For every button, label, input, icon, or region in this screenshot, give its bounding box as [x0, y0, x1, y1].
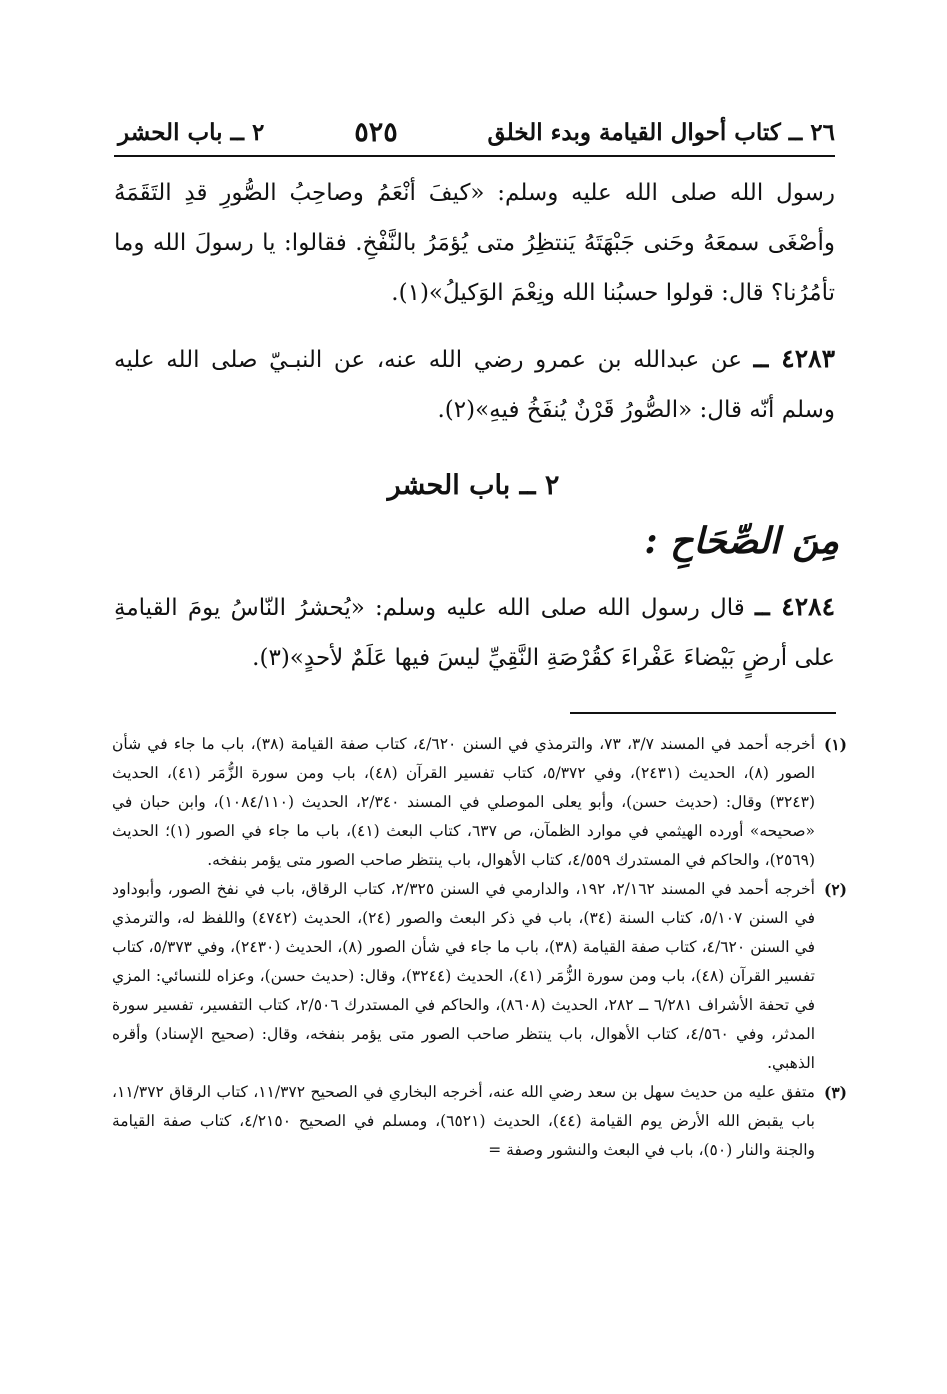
footnote-text: أخرجه أحمد في المسند ٢/١٦٢، ١٩٢، والدارمي في السنن ٢/٣٢٥، كتاب الرقاق، باب في نفخ الصور، وأبوداود في السنن ٥/١٠٧، كتاب السنة (٣٤)، باب في ذكر البعث والصور (٢٤)، الحديث (٤٧٤٢) واللفظ له، والترمذي في السنن ٤/٦٢٠، كتاب صفة القيامة (٣٨)، باب ما جاء في شأن الصور (٨)، الحديث (٢٤٣٠)، وفي ٥/٣٧٣، كتاب تفسير القرآن (٤٨)، باب ومن سورة الزُّمَر (٤١)، الحديث (٣٢٤٤)، وقال: (حديث حسن)، وعزاه للنسائي: المزي في تحفة الأشراف ٦/٢٨١ ــ ٢٨٢، الحديث (٨٦٠٨)، والحاكم في المستدرك ٢/٥٠٦، كتاب التفسير، تفسير سورة المدثر، وفي ٤/٥٦٠، كتاب الأهوال، باب ينتظر صاحب الصور متى يؤمر بنفخه، وقال: (صحيح الإسناد) وأقره الذهبي.: [112, 880, 816, 1072]
footnote-2: [112, 875, 847, 1078]
hadith-text: عن عبدالله بن عمرو رضي الله عنه، عن النبـيّ صلى الله عليه وسلم أنّه قال: «الصُّورُ قَرْنٌ يُنفَخُ فيهِ»(٢).: [114, 347, 835, 423]
footnote-1: [112, 730, 847, 875]
header-rule: [114, 155, 835, 157]
footnote-number: (٣): [823, 1083, 847, 1102]
header-section: ٢ ــ باب الحشر: [118, 118, 265, 146]
footnote-3: [112, 1078, 847, 1165]
page-number: ٥٢٥: [354, 116, 398, 148]
footnote-text: متفق عليه من حديث سهل بن سعد رضي الله عنه، أخرجه البخاري في الصحيح ١١/٣٧٢، كتاب الرقاق ١١/٣٧٢، باب يقبض الله الأرض يوم القيامة (٤٤)، الحديث (٦٥٢١)، ومسلم في الصحيح ٤/٢١٥٠، كتاب صفة القيامة والجنة والنار (٥٠)، باب في البعث والنشور وصفة =: [112, 1083, 815, 1159]
footnote-number: (١): [823, 735, 847, 754]
passage-continuation: رسول الله صلى الله عليه وسلم: «كيفَ أنْعَمُ وصاحِبُ الصُّورِ قدِ التَقَمَهُ وأصْغَى سمعَهُ وحَنى جَبْهَتَهُ يَنتظِرُ متى يُؤمَرُ بالنَّفْخِ. فقالوا: يا رسولَ الله وما تأمُرُنا؟ قال: قولوا حسبُنا الله ونِعْمَ الوَكيلُ»(١).: [114, 180, 835, 306]
hadith-4283: [114, 334, 835, 435]
section-title: ٢ ــ باب الحشر: [387, 470, 560, 501]
footnote-number: (٢): [823, 880, 847, 899]
hadith-number: ٤٢٨٣ ــ: [753, 344, 835, 373]
footnote-text: أخرجه أحمد في المسند ٣/٧، ٧٣، والترمذي في السنن ٤/٦٢٠، كتاب صفة القيامة (٣٨)، باب ما جاء في شأن الصور (٨)، الحديث (٢٤٣١)، وفي ٥/٣٧٢، كتاب تفسير القرآن (٤٨)، باب ومن سورة الزُّمَر (٤١)، الحديث (٣٢٤٣) وقال: (حديث حسن)، وأبو يعلى الموصلي في المسند ٢/٣٤٠، الحديث (١٠٨٤/١١٠)، وابن حبان في «صحيحه» أورده الهيثمي في موارد الظمآن، ص ٦٣٧، كتاب البعث (٤١)، باب ما جاء في الصور (١)؛ الحديث (٢٥٦٩)، والحاكم في المستدرك ٤/٥٥٩، كتاب الأهوال، باب ينتظر صاحب الصور متى يؤمر بنفخه.: [112, 735, 816, 869]
running-header: [118, 112, 835, 152]
hadith-number: ٤٢٨٤ ــ: [755, 592, 835, 621]
footnotes: [112, 730, 847, 1165]
header-chapter: ٢٦ ــ كتاب أحوال القيامة وبدء الخلق: [487, 118, 835, 146]
hadith-4284: [114, 582, 835, 683]
footnote-rule: [570, 712, 836, 714]
hadith-text: قال رسول الله صلى الله عليه وسلم: «يُحشرُ النّاسُ يومَ القيامةِ على أرضٍ بَيْضاءَ عَفْراءَ كقُرْصَةِ النَّقِيِّ ليسَ فيها عَلَمٌ لأحدٍ»(٣).: [114, 595, 835, 671]
sahih-heading: مِنَ الصِّحَاحِ :: [644, 520, 839, 562]
